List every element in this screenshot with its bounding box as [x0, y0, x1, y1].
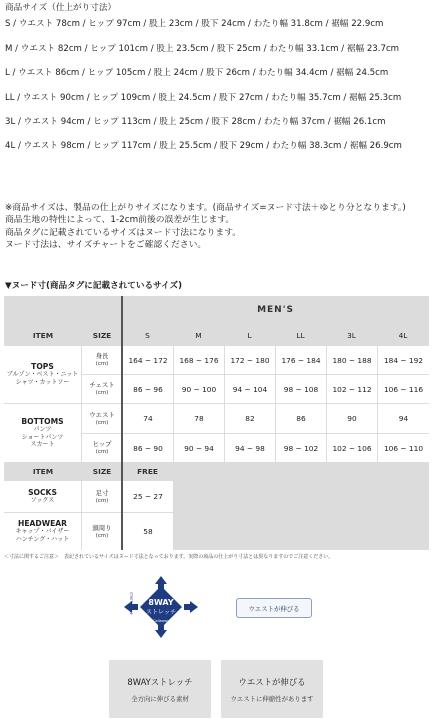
- note-line: 商品生地の特性によって、1-2cm前後の誤差が生じます。: [5, 215, 235, 226]
- headwear-label-cell: [82, 513, 122, 550]
- specs-header: 商品サイズ（仕上がり寸法）: [5, 3, 117, 13]
- feature-8way-box: [109, 660, 211, 718]
- socks-label-cell: [82, 481, 122, 512]
- bottoms-hip-m: 90 ~ 94: [174, 434, 224, 462]
- socks-unit: (cm): [95, 497, 109, 504]
- stretch-arrows-icon: [120, 572, 202, 642]
- spec-line-4l: 4L / ウエスト 98cm / ヒップ 117cm / 股上 25.5cm / 股下 29cm / わたり幅 38.3cm / 裾幅 26.9cm: [5, 141, 402, 152]
- headwear-unit: (cm): [95, 532, 109, 539]
- tops-name: TOPS: [31, 362, 54, 372]
- bottoms-hip-s: 86 ~ 90: [123, 434, 173, 462]
- size-header: SIZE: [82, 324, 122, 346]
- tops-height-m: 168 ~ 176: [174, 346, 224, 374]
- size-col-4l: 4L: [377, 324, 429, 346]
- spec-line-ll: LL / ウエスト 90cm / ヒップ 109cm / 股上 24.5cm / 股下 27cm / わたり幅 35.7cm / 裾幅 25.3cm: [5, 92, 402, 103]
- badge-8way-text: 8WAY: [148, 598, 174, 607]
- bottoms-waist-s: 74: [123, 404, 173, 433]
- headwear-name: HEADWEAR: [17, 519, 67, 529]
- free-header: FREE: [122, 462, 173, 480]
- bottoms-waist-4l: 94: [378, 404, 429, 433]
- tops-height-l: 172 ~ 180: [225, 346, 275, 374]
- size-notes: [5, 202, 429, 252]
- bottoms-item-cell: [4, 404, 81, 462]
- bottoms-waist-l: 82: [225, 404, 275, 433]
- size-specs: [5, 2, 429, 165]
- socks-item-cell: [4, 481, 81, 512]
- section-title: ▼ヌード寸(商品タグに記載されているサイズ): [5, 281, 183, 291]
- tops-chest-l: 94 ~ 104: [225, 375, 275, 403]
- tops-height-unit: (cm): [95, 361, 109, 367]
- feature-8way-title: 8WAYストレッチ: [127, 676, 193, 687]
- tops-height-label: 身長: [95, 352, 109, 360]
- table-separator: [121, 296, 123, 550]
- tops-height-ll: 176 ~ 184: [276, 346, 326, 374]
- spec-line-3l: 3L / ウエスト 94cm / ヒップ 113cm / 股上 25cm / 股下 28cm / わたり幅 37cm / 裾幅 26.1cm: [5, 117, 386, 128]
- tops-chest-unit: (cm): [95, 390, 109, 396]
- note-line: ヌード寸法は、サイズチャートをご確認ください。: [5, 240, 207, 251]
- bottoms-name: BOTTOMS: [21, 417, 64, 427]
- size-col-3l: 3L: [326, 324, 377, 346]
- bottoms-sub: パンツ ショートパンツ スカート: [21, 426, 64, 449]
- tops-height-3l: 180 ~ 188: [327, 346, 377, 374]
- bottoms-waist-ll: 86: [276, 404, 326, 433]
- feature-waist-title: ウエストが伸びる: [238, 676, 306, 687]
- bottoms-hip-unit: (cm): [95, 449, 109, 455]
- bottoms-hip-label-cell: [82, 434, 122, 462]
- socks-name: SOCKS: [28, 488, 57, 498]
- tops-chest-m: 90 ~ 100: [174, 375, 224, 403]
- size-col-ll: LL: [275, 324, 326, 346]
- bottoms-hip-3l: 102 ~ 106: [327, 434, 377, 462]
- waist-stretch-text: ウエストが伸びる: [248, 604, 300, 613]
- feature-8way-desc: 全方向に伸びる素材: [131, 694, 189, 703]
- socks-sub: ソックス: [30, 497, 55, 505]
- tops-chest-4l: 106 ~ 116: [378, 375, 429, 403]
- feature-waist-desc: ウエストに伸縮性があります: [230, 694, 314, 703]
- headwear-sub: キャップ・バイザー ハンチング・ハット: [15, 528, 70, 543]
- bottoms-waist-m: 78: [174, 404, 224, 433]
- size-col-m: M: [173, 324, 224, 346]
- badge-brand-text: Callaway: [152, 619, 170, 623]
- spec-line-m: M / ウエスト 82cm / ヒップ 101cm / 股上 23.5cm / 股下 25cm / わたり幅 33.1cm / 裾幅 23.7cm: [5, 43, 400, 54]
- note-line: 商品タグに記載されているサイズはヌード寸法になります。: [5, 227, 242, 238]
- note-line: ※商品サイズは、製品の仕上がりサイズになります。(商品サイズ=ヌード寸法＋ゆとり分となります。): [5, 203, 406, 213]
- tops-height-4l: 184 ~ 192: [378, 346, 429, 374]
- bottoms-waist-label-cell: [82, 404, 122, 433]
- size-header-2: SIZE: [82, 462, 122, 480]
- eightway-stretch-badge: [120, 572, 202, 642]
- mens-header: MEN'S: [122, 296, 429, 324]
- tops-chest-3l: 102 ~ 112: [327, 375, 377, 403]
- size-col-l: L: [224, 324, 275, 346]
- spec-line-s: S / ウエスト 78cm / ヒップ 97cm / 股上 23cm / 股下 24cm / わたり幅 31.8cm / 裾幅 22.9cm: [5, 19, 384, 30]
- badge-side-text: STRETCHABLE: [129, 592, 133, 615]
- tops-chest-label-cell: [82, 375, 122, 403]
- headwear-item-cell: [4, 513, 81, 550]
- tops-chest-ll: 98 ~ 108: [276, 375, 326, 403]
- bottoms-waist-unit: (cm): [95, 419, 109, 426]
- badge-stretch-text: ストレッチ: [146, 609, 176, 616]
- headwear-label: 頭周り: [92, 523, 112, 532]
- headwear-value: 58: [123, 513, 173, 550]
- tops-chest-s: 86 ~ 96: [123, 375, 173, 403]
- socks-label: 足寸: [95, 488, 109, 497]
- item-header: ITEM: [4, 324, 82, 346]
- socks-value: 25 ~ 27: [123, 481, 173, 512]
- size-table: [4, 296, 429, 550]
- bottoms-waist-label: ウエスト: [89, 410, 115, 419]
- bottoms-hip-l: 94 ~ 98: [225, 434, 275, 462]
- waist-stretch-badge: [236, 598, 312, 618]
- tops-item-cell: [4, 346, 81, 403]
- spec-line-l: L / ウエスト 86cm / ヒップ 105cm / 股上 24cm / 股下 26cm / わたり幅 34.4cm / 裾幅 24.5cm: [5, 68, 389, 79]
- bottoms-hip-4l: 106 ~ 110: [378, 434, 429, 462]
- size-col-s: S: [122, 324, 173, 346]
- footnote: ＜寸法に関するご注意＞ 表記されているサイズはヌード寸法となっております。実際の商品の仕上がり寸法とは異なりますのでご注意ください。: [4, 554, 334, 560]
- tops-height-label-cell: [82, 346, 122, 374]
- bottoms-waist-3l: 90: [327, 404, 377, 433]
- item-header-2: ITEM: [4, 462, 82, 480]
- tops-height-s: 164 ~ 172: [123, 346, 173, 374]
- feature-waist-box: [221, 660, 323, 718]
- bottoms-hip-label: ヒップ: [92, 440, 112, 448]
- bottoms-hip-ll: 98 ~ 102: [276, 434, 326, 462]
- tops-sub: ブルゾン・ベスト・ニット シャツ・カットソー: [6, 371, 79, 386]
- tops-chest-label: チェスト: [89, 381, 115, 389]
